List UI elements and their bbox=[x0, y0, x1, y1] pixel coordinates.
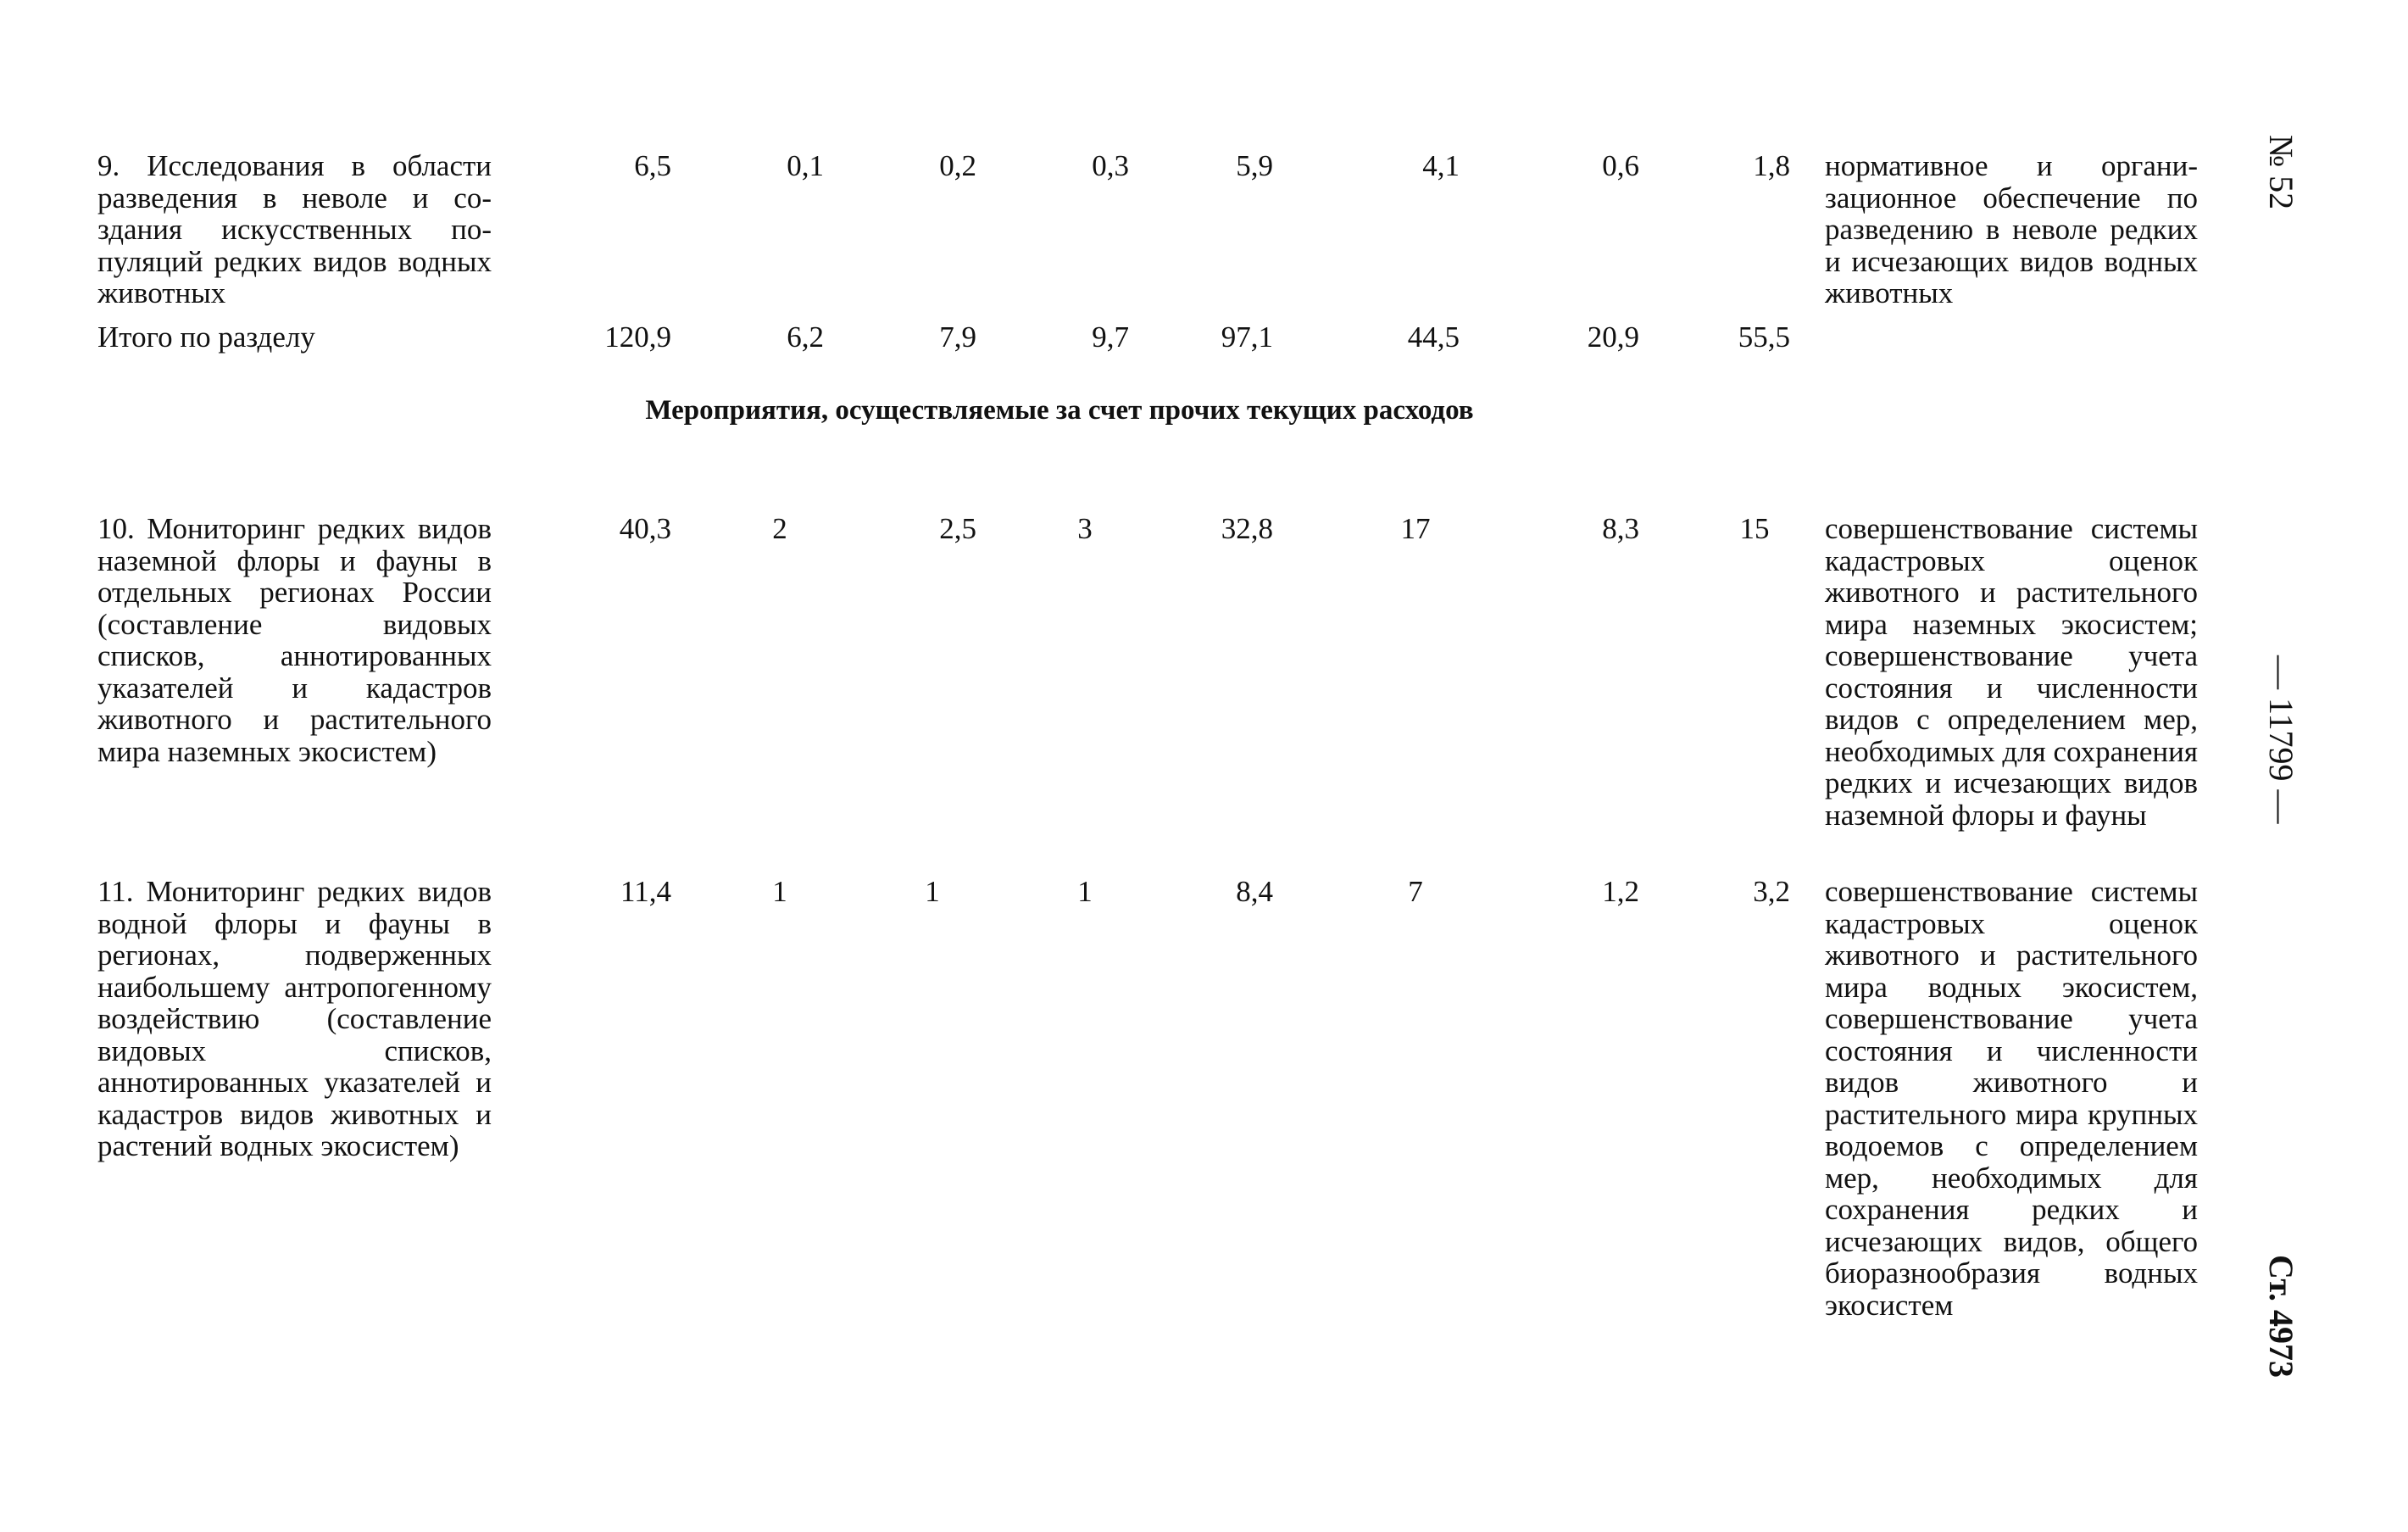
row-11-value-8: 3,2 bbox=[1753, 875, 1790, 908]
row-9-total: 6,5 bbox=[634, 149, 671, 182]
row-9-name: 9. Исследования в области разведения в неволе и создания искусственных популяций редких видов водных животных bbox=[97, 149, 492, 309]
page-number: Ст. 4973 bbox=[2262, 1255, 2300, 1378]
row-10-value-3: 2,5 bbox=[939, 512, 976, 545]
row-10-value-7: 8,3 bbox=[1602, 512, 1639, 545]
row-11-value-7: 1,2 bbox=[1602, 875, 1639, 908]
row-9-value-4: 0,3 bbox=[1092, 149, 1129, 182]
row-10-description: совершенствование системы кадастровых оценок животного и растительного мира наземных экосистем; совершенствование учета состояния и численности видов с определением мер, необходимых для сохранения редких и исчезающих видов наземной флоры и фауны bbox=[1825, 512, 2198, 832]
subtotal-label: Итого по разделу bbox=[97, 320, 315, 354]
document-number: — 11799 — bbox=[2262, 655, 2300, 824]
row-9-description: нормативное и организационное обеспечение по разведению в неволе редких и исчезающих видов водных животных bbox=[1825, 149, 2198, 309]
row-10-value-5: 32,8 bbox=[1221, 512, 1273, 545]
subtotal-value-3: 7,9 bbox=[939, 320, 976, 354]
row-10-value-2: 2 bbox=[772, 512, 787, 545]
row-10-name: 10. Мониторинг редких видов наземной флоры и фауны в отдельных регионах России (составление видовых списков, аннотированных указателей и кадастров животного и растительного мира наземных экосистем) bbox=[97, 512, 492, 768]
row-9-value-5: 5,9 bbox=[1236, 149, 1273, 182]
row-11-total: 11,4 bbox=[620, 875, 671, 908]
row-11-description: совершенствование системы кадастровых оценок животного и растительного мира водных экосистем, совершенствование учета состояния и численности видов животного и растительного мира крупных водоемов с определением мер, необходимых для сохранения редких и исчезающих видов, общего биоразнообразия водных экосистем bbox=[1825, 875, 2198, 1322]
row-9-value-3: 0,2 bbox=[939, 149, 976, 182]
row-9-value-7: 0,6 bbox=[1602, 149, 1639, 182]
subtotal-value-7: 20,9 bbox=[1587, 320, 1639, 354]
row-9-value-6: 4,1 bbox=[1422, 149, 1460, 182]
row-10-value-6: 17 bbox=[1400, 512, 1431, 545]
row-11-value-4: 1 bbox=[1077, 875, 1093, 908]
subtotal-value-8: 55,5 bbox=[1738, 320, 1790, 354]
row-11-value-2: 1 bbox=[772, 875, 787, 908]
issue-number: № 52 bbox=[2262, 135, 2300, 210]
subtotal-value-4: 9,7 bbox=[1092, 320, 1129, 354]
subtotal-value-2: 6,2 bbox=[787, 320, 824, 354]
row-11-value-5: 8,4 bbox=[1236, 875, 1273, 908]
row-10-value-4: 3 bbox=[1077, 512, 1093, 545]
section-heading: Мероприятия, осуществляемые за счет прочих текущих расходов bbox=[645, 395, 1474, 426]
row-9-value-8: 1,8 bbox=[1753, 149, 1790, 182]
row-11-value-6: 7 bbox=[1408, 875, 1423, 908]
subtotal-value-5: 97,1 bbox=[1221, 320, 1273, 354]
row-11-name: 11. Мониторинг редких видов водной флоры и фауны в регионах, подверженных наибольшему антропогенному воздействию (составление видовых списков, аннотированных указателей и кадастров видов животных и растений водных экосистем) bbox=[97, 875, 492, 1162]
subtotal-total: 120,9 bbox=[604, 320, 671, 354]
row-10-value-8: 15 bbox=[1739, 512, 1770, 545]
row-9-value-2: 0,1 bbox=[787, 149, 824, 182]
row-11-value-3: 1 bbox=[925, 875, 940, 908]
subtotal-value-6: 44,5 bbox=[1407, 320, 1460, 354]
row-10-total: 40,3 bbox=[619, 512, 671, 545]
